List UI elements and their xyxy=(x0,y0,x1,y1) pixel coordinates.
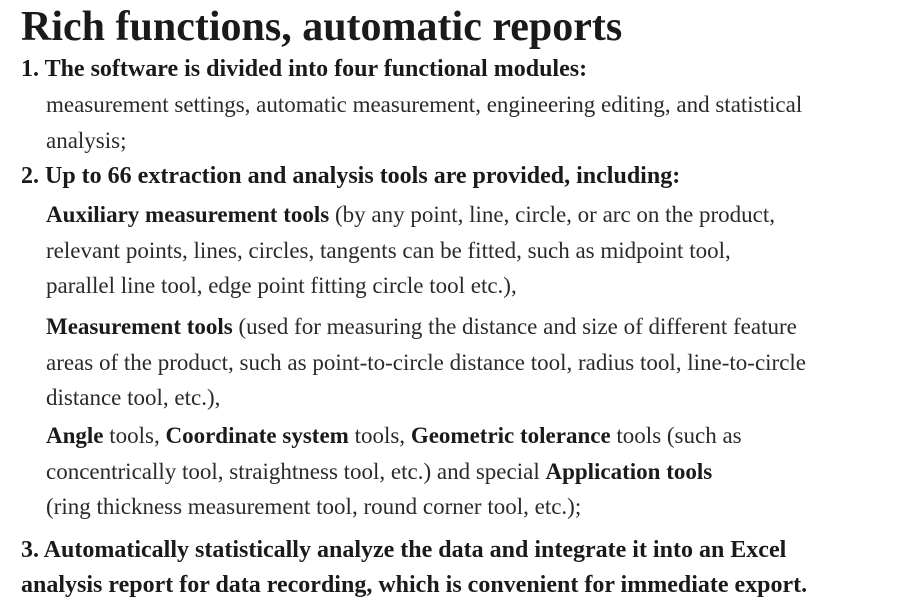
other-line-1 xyxy=(46,418,886,454)
other-text-2: tools, xyxy=(348,423,411,448)
auxiliary-tools-paragraph xyxy=(46,197,886,304)
other-line-2-text: concentrically tool, straightness tool, etc.) and special xyxy=(46,458,546,484)
item-1-heading: 1. The software is divided into four functional modules: xyxy=(21,56,588,82)
other-line-2 xyxy=(46,454,886,490)
measurement-tools-label: Measurement tools xyxy=(46,314,233,339)
item-3-line-1: 3. Automatically statistically analyze the data and integrate it into an Excel xyxy=(21,537,787,563)
coordinate-system-label: Coordinate system xyxy=(165,423,349,448)
item-1-line-1: measurement settings, automatic measurement, engineering editing, and statistical xyxy=(46,92,803,117)
auxiliary-line-3: parallel line tool, edge point fitting circle tool etc.), xyxy=(46,273,517,298)
auxiliary-line-1-text: (by any point, line, circle, or arc on the product, xyxy=(329,202,776,227)
measurement-line-1-text: (used for measuring the distance and size of different feature xyxy=(232,314,797,339)
measurement-tools-paragraph xyxy=(46,309,886,416)
item-1-body xyxy=(46,87,886,158)
auxiliary-line-1 xyxy=(46,197,886,233)
auxiliary-line-2: relevant points, lines, circles, tangents can be fitted, such as midpoint tool, xyxy=(46,237,731,263)
application-tools-label: Application tools xyxy=(545,458,713,484)
item-2-heading: 2. Up to 66 extraction and analysis tools are provided, including: xyxy=(21,163,681,189)
item-3-line-2: analysis report for data recording, which is convenient for immediate export. xyxy=(21,572,808,598)
other-tools-paragraph xyxy=(46,418,886,525)
item-3-paragraph xyxy=(21,533,807,603)
auxiliary-tools-label: Auxiliary measurement tools xyxy=(46,202,330,227)
page-title: Rich functions, automatic reports xyxy=(21,4,623,50)
other-text-3: tools (such as xyxy=(610,423,742,448)
geometric-tolerance-label: Geometric tolerance xyxy=(410,423,611,448)
measurement-line-3: distance tool, etc.), xyxy=(46,385,221,410)
angle-label: Angle xyxy=(46,423,104,448)
measurement-line-1 xyxy=(46,309,886,345)
other-line-3: (ring thickness measurement tool, round corner tool, etc.); xyxy=(46,494,582,519)
other-text-1: tools, xyxy=(103,423,166,448)
measurement-line-2: areas of the product, such as point-to-circle distance tool, radius tool, line-to-circle xyxy=(46,349,807,375)
item-1-line-2: analysis; xyxy=(46,127,127,153)
